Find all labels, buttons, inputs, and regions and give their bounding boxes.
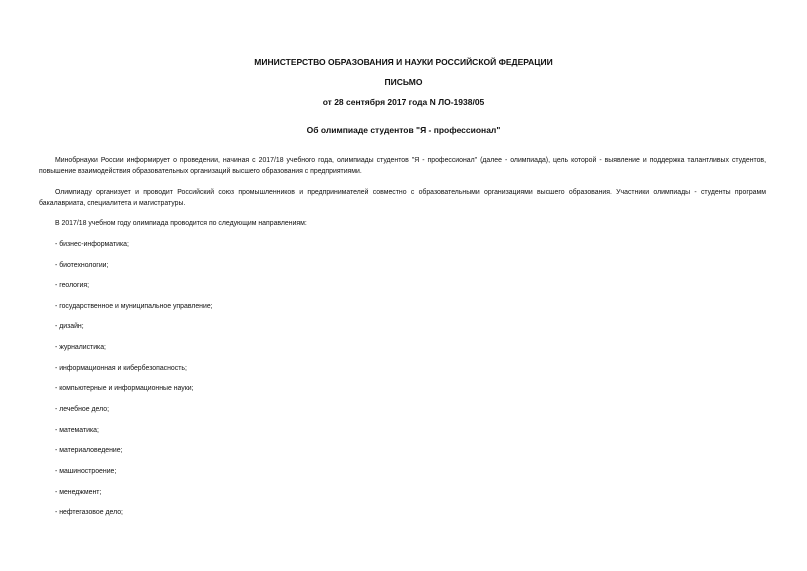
paragraph-directions-intro: В 2017/18 учебном году олимпиада проводится по следующим направлениям: — [55, 220, 307, 227]
direction-list-item: - материаловедение; — [55, 447, 123, 454]
direction-list-item: - дизайн; — [55, 323, 84, 330]
direction-list-item: - машиностроение; — [55, 468, 117, 475]
document-subject: Об олимпиаде студентов "Я - профессионал" — [306, 125, 501, 135]
direction-list-item: - математика; — [55, 427, 99, 434]
ministry-heading: МИНИСТЕРСТВО ОБРАЗОВАНИЯ И НАУКИ РОССИЙСКОЙ ФЕДЕРАЦИИ — [254, 57, 553, 67]
direction-list-item: - менеджмент; — [55, 489, 102, 496]
direction-list-item: - бизнес-информатика; — [55, 241, 129, 248]
paragraph-intro: Минобрнауки России информирует о проведении, начиная с 2017/18 учебного года, олимпиады студентов "Я - профессионал" (далее - олимпиада), цель которой - выявление и поддержка талантливых студентов, повышение взаимодействия образовательных организаций высшего образования с предприятиями. — [39, 157, 766, 175]
direction-list-item: - лечебное дело; — [55, 406, 109, 413]
paragraph-organizers: Олимпиаду организует и проводит Российский союз промышленников и предпринимателей совместно с образовательными организациями высшего образования. Участники олимпиады - студенты программ бакалавриата, специалитета и магистратуры. — [39, 189, 766, 207]
document-type-heading: ПИСЬМО — [384, 77, 423, 87]
direction-list-item: - государственное и муниципальное управление; — [55, 303, 213, 310]
direction-list-item: - нефтегазовое дело; — [55, 509, 123, 516]
direction-list-item: - информационная и кибербезопасность; — [55, 365, 187, 372]
direction-list-item: - журналистика; — [55, 344, 106, 351]
direction-list-item: - биотехнологии; — [55, 262, 109, 269]
direction-list-item: - компьютерные и информационные науки; — [55, 385, 194, 392]
direction-list-item: - геология; — [55, 282, 90, 289]
document-date-number: от 28 сентября 2017 года N ЛО-1938/05 — [322, 97, 485, 107]
